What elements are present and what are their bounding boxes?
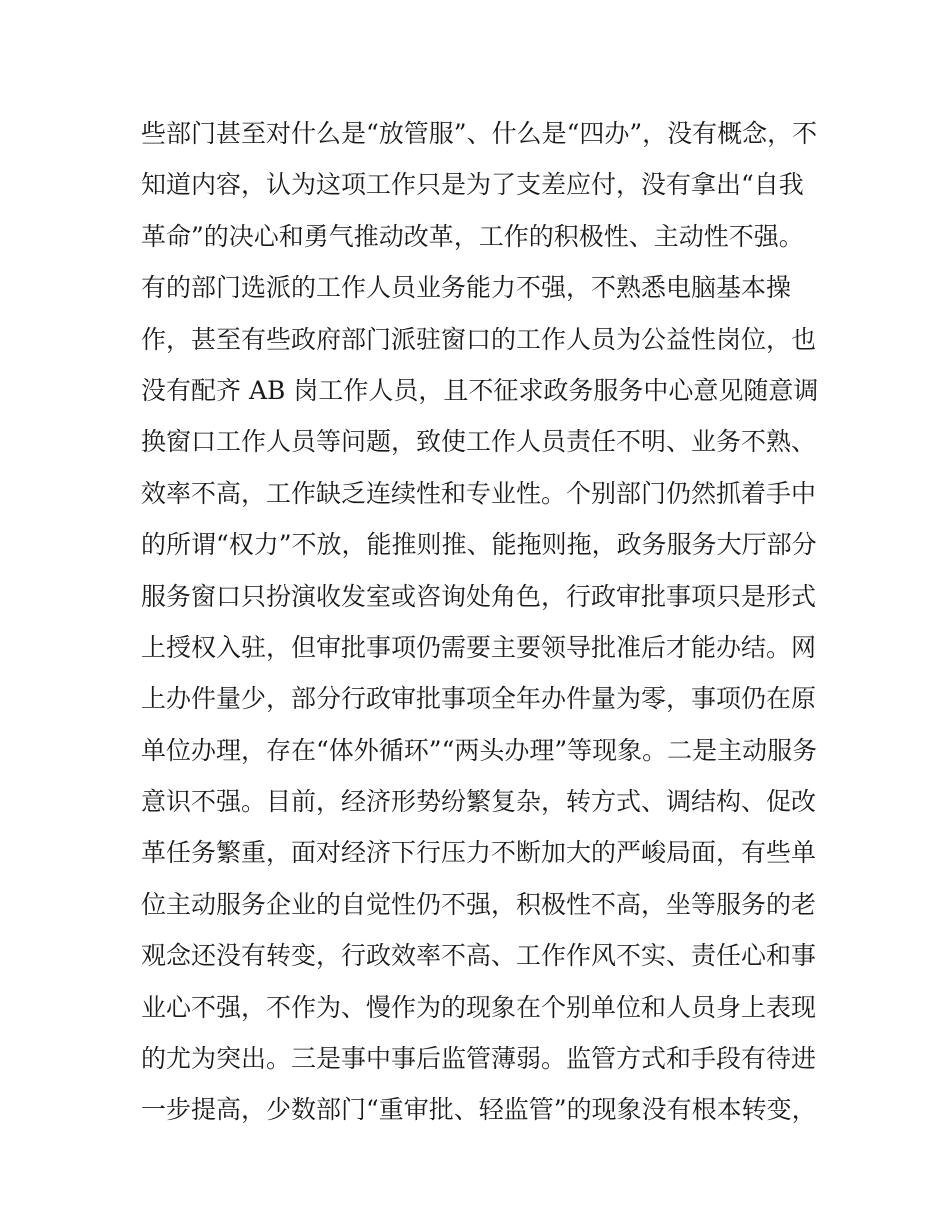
text-line: 意识不强。目前，经济形势纷繁复杂，转方式、调结构、促改 xyxy=(141,787,817,817)
text-line: 上办件量少，部分行政审批事项全年办件量为零，事项仍在原 xyxy=(141,684,817,714)
body-text xyxy=(141,108,821,1136)
text-line: 位主动服务企业的自觉性仍不强，积极性不高，坐等服务的老 xyxy=(141,889,817,919)
text-line: 业心不强，不作为、慢作为的现象在个别单位和人员身上表现 xyxy=(141,992,817,1022)
text-line: 没有配齐 AB 岗工作人员，且不征求政务服务中心意见随意调 xyxy=(141,375,819,405)
text-line: 知道内容，认为这项工作只是为了支差应付，没有拿出“自我 xyxy=(141,170,804,200)
text-line: 服务窗口只扮演收发室或咨询处角色，行政审批事项只是形式 xyxy=(141,581,817,611)
text-line: 换窗口工作人员等问题，致使工作人员责任不明、业务不熟、 xyxy=(141,427,817,457)
text-line: 单位办理，存在“体外循环”“两头办理”等现象。二是主动服务 xyxy=(141,735,818,765)
text-line: 革任务繁重，面对经济下行压力不断加大的严峻局面，有些单 xyxy=(141,838,817,868)
text-line: 上授权入驻，但审批事项仍需要主要领导批准后才能办结。网 xyxy=(141,632,817,662)
text-line: 有的部门选派的工作人员业务能力不强，不熟悉电脑基本操 xyxy=(141,273,792,303)
text-line: 的尤为突出。三是事中事后监管薄弱。监管方式和手段有待进 xyxy=(141,1044,817,1074)
text-line: 作，甚至有些政府部门派驻窗口的工作人员为公益性岗位，也 xyxy=(141,324,817,354)
text-line: 观念还没有转变，行政效率不高、工作作风不实、责任心和事 xyxy=(141,941,817,971)
text-line: 些部门甚至对什么是“放管服”、什么是“四办”，没有概念，不 xyxy=(141,119,818,148)
text-line: 效率不高，工作缺乏连续性和专业性。个别部门仍然抓着手中 xyxy=(141,478,817,508)
text-line: 一步提高，少数部门“重审批、轻监管”的现象没有根本转变， xyxy=(141,1095,817,1125)
text-line: 的所谓“权力”不放，能推则推、能拖则拖，政务服务大厅部分 xyxy=(141,530,817,560)
text-line: 革命”的决心和勇气推动改革，工作的积极性、主动性不强。 xyxy=(141,221,804,251)
